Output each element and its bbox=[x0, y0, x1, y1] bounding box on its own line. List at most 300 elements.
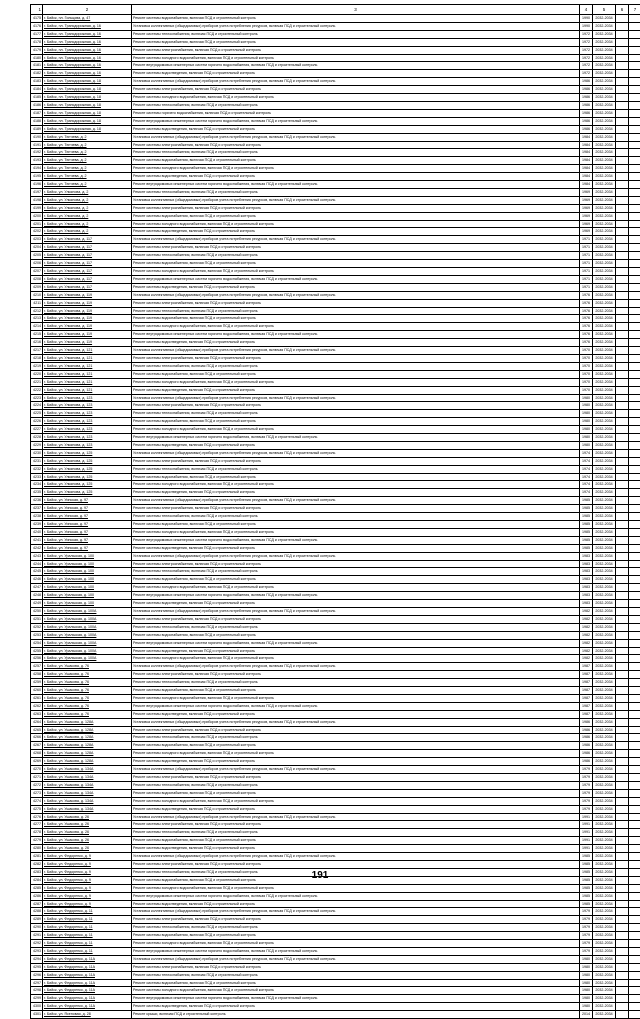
row-year: 1990 bbox=[580, 15, 593, 23]
row-col-6 bbox=[616, 797, 629, 805]
table-row bbox=[31, 552, 640, 560]
row-period: 2032-2034 bbox=[593, 600, 616, 608]
row-number: 4288 bbox=[31, 908, 43, 916]
row-number: 4286 bbox=[31, 892, 43, 900]
row-number: 4280 bbox=[31, 845, 43, 853]
row-work-type: Ремонт системы водоснабжения, включая ПСД и строительный контроль bbox=[132, 157, 580, 165]
row-address: г. Бийск, ул. Тютчева, д. 2 bbox=[43, 149, 132, 157]
row-work-type: Ремонт системы холодного водоснабжения, включая ПСД и строительный контроль bbox=[132, 884, 580, 892]
row-col-7 bbox=[629, 766, 640, 774]
header-col-5: 5 bbox=[593, 5, 616, 15]
table-row bbox=[31, 663, 640, 671]
row-col-6 bbox=[616, 1011, 629, 1019]
row-col-6 bbox=[616, 774, 629, 782]
row-number: 4211 bbox=[31, 299, 43, 307]
row-col-7 bbox=[629, 552, 640, 560]
row-period: 2032-2034 bbox=[593, 22, 616, 30]
row-col-6 bbox=[616, 916, 629, 924]
row-number: 4178 bbox=[31, 38, 43, 46]
row-year: 1986 bbox=[580, 750, 593, 758]
row-col-7 bbox=[629, 260, 640, 268]
row-col-6 bbox=[616, 860, 629, 868]
row-period: 2032-2034 bbox=[593, 829, 616, 837]
row-year: 1982 bbox=[580, 623, 593, 631]
row-number: 4213 bbox=[31, 315, 43, 323]
row-col-6 bbox=[616, 924, 629, 932]
row-period: 2032-2034 bbox=[593, 125, 616, 133]
row-period: 2032-2034 bbox=[593, 1011, 616, 1019]
row-col-7 bbox=[629, 544, 640, 552]
row-col-7 bbox=[629, 631, 640, 639]
row-number: 4195 bbox=[31, 173, 43, 181]
table-row bbox=[31, 426, 640, 434]
row-period: 2032-2034 bbox=[593, 117, 616, 125]
row-period: 2032-2034 bbox=[593, 694, 616, 702]
row-col-6 bbox=[616, 473, 629, 481]
row-number: 4240 bbox=[31, 528, 43, 536]
row-col-7 bbox=[629, 94, 640, 102]
row-address: г. Бийск, ул. Ульянова, д. 123 bbox=[43, 410, 132, 418]
row-work-type: Ремонт системы теплоснабжения, включая ПСД и строительный контроль bbox=[132, 252, 580, 260]
row-work-type: Ремонт системы электроснабжения, включая ПСД и строительный контроль bbox=[132, 916, 580, 924]
row-year: 1976 bbox=[580, 307, 593, 315]
table-row bbox=[31, 331, 640, 339]
row-period: 2032-2034 bbox=[593, 465, 616, 473]
row-year: 1969 bbox=[580, 204, 593, 212]
table-row bbox=[31, 173, 640, 181]
table-row bbox=[31, 275, 640, 283]
row-year: 1970 bbox=[580, 362, 593, 370]
row-work-type: Ремонт системы водоотведения, включая ПСД и строительный контроль bbox=[132, 125, 580, 133]
row-work-type: Ремонт системы холодного водоснабжения, включая ПСД и строительный контроль bbox=[132, 165, 580, 173]
row-col-7 bbox=[629, 426, 640, 434]
row-year: 1980 bbox=[580, 410, 593, 418]
row-work-type: Установка коллективных (общедомовых) приборов учета потребления ресурсов, включая ПСД и строительный контроль bbox=[132, 22, 580, 30]
row-number: 4251 bbox=[31, 615, 43, 623]
row-period: 2032-2034 bbox=[593, 165, 616, 173]
row-period: 2032-2034 bbox=[593, 742, 616, 750]
row-col-6 bbox=[616, 900, 629, 908]
row-col-6 bbox=[616, 568, 629, 576]
row-work-type: Ремонт системы холодного водоснабжения, включая ПСД и строительный контроль bbox=[132, 987, 580, 995]
row-col-7 bbox=[629, 283, 640, 291]
row-col-6 bbox=[616, 236, 629, 244]
row-col-7 bbox=[629, 489, 640, 497]
row-year: 2014 bbox=[580, 1011, 593, 1019]
row-work-type: Ремонт системы водоотведения, включая ПСД и строительный контроль bbox=[132, 900, 580, 908]
table-row bbox=[31, 837, 640, 845]
row-address: г. Бийск, ул. Ульянова, д. 117 bbox=[43, 236, 132, 244]
row-period: 2032-2034 bbox=[593, 394, 616, 402]
table-row bbox=[31, 805, 640, 813]
row-col-6 bbox=[616, 299, 629, 307]
row-address: г. Бийск, ул. Ульянова, д. 119 bbox=[43, 339, 132, 347]
row-col-7 bbox=[629, 639, 640, 647]
row-year: 1987 bbox=[580, 710, 593, 718]
row-col-6 bbox=[616, 853, 629, 861]
row-col-6 bbox=[616, 339, 629, 347]
row-col-6 bbox=[616, 940, 629, 948]
table-row bbox=[31, 639, 640, 647]
row-year: 1982 bbox=[580, 655, 593, 663]
row-number: 4267 bbox=[31, 742, 43, 750]
row-work-type: Ремонт системы электроснабжения, включая ПСД и строительный контроль bbox=[132, 204, 580, 212]
row-year: 1980 bbox=[580, 955, 593, 963]
row-number: 4259 bbox=[31, 679, 43, 687]
row-col-6 bbox=[616, 584, 629, 592]
table-row bbox=[31, 62, 640, 70]
row-col-6 bbox=[616, 457, 629, 465]
table-row bbox=[31, 196, 640, 204]
row-col-7 bbox=[629, 521, 640, 529]
row-address: г. Бийск, ул. Федоренко, д. 11 bbox=[43, 916, 132, 924]
row-period: 2032-2034 bbox=[593, 228, 616, 236]
row-col-6 bbox=[616, 497, 629, 505]
row-year: 1985 bbox=[580, 521, 593, 529]
row-address: г. Бийск, ул. Ульянова, д. 125 bbox=[43, 473, 132, 481]
row-number: 4290 bbox=[31, 924, 43, 932]
row-period: 2032-2034 bbox=[593, 410, 616, 418]
row-address: г. Бийск, ул. Ушакова, д. 134А bbox=[43, 789, 132, 797]
row-col-6 bbox=[616, 805, 629, 813]
row-period: 2032-2034 bbox=[593, 426, 616, 434]
row-col-7 bbox=[629, 600, 640, 608]
row-period: 2032-2034 bbox=[593, 339, 616, 347]
row-col-7 bbox=[629, 947, 640, 955]
table-row bbox=[31, 117, 640, 125]
row-col-7 bbox=[629, 900, 640, 908]
row-number: 4194 bbox=[31, 165, 43, 173]
row-period: 2032-2034 bbox=[593, 995, 616, 1003]
row-number: 4300 bbox=[31, 1003, 43, 1011]
row-year: 1979 bbox=[580, 940, 593, 948]
row-address: г. Бийск, ул. Федоренко, д. 11А bbox=[43, 971, 132, 979]
row-col-6 bbox=[616, 821, 629, 829]
row-address: г. Бийск, ул. Ульянова, д. 123 bbox=[43, 394, 132, 402]
table-row bbox=[31, 655, 640, 663]
row-year: 1990 bbox=[580, 22, 593, 30]
row-work-type: Ремонт системы холодного водоснабжения, включая ПСД и строительный контроль bbox=[132, 378, 580, 386]
row-col-7 bbox=[629, 932, 640, 940]
row-work-type: Ремонт системы холодного водоснабжения, включая ПСД и строительный контроль bbox=[132, 426, 580, 434]
table-row bbox=[31, 821, 640, 829]
row-col-7 bbox=[629, 117, 640, 125]
row-address: г. Бийск, ул. Тютчева, д. 2 bbox=[43, 173, 132, 181]
row-period: 2032-2034 bbox=[593, 592, 616, 600]
row-col-6 bbox=[616, 38, 629, 46]
row-number: 4301 bbox=[31, 1011, 43, 1019]
row-year: 1974 bbox=[580, 489, 593, 497]
row-year: 1980 bbox=[580, 434, 593, 442]
row-col-6 bbox=[616, 426, 629, 434]
row-work-type: Ремонт внутридомовых инженерных систем горячего водоснабжения, включая ПСД и строительный контроль bbox=[132, 995, 580, 1003]
row-col-7 bbox=[629, 955, 640, 963]
row-col-7 bbox=[629, 813, 640, 821]
row-year: 1976 bbox=[580, 331, 593, 339]
row-col-6 bbox=[616, 323, 629, 331]
row-year: 1986 bbox=[580, 758, 593, 766]
row-number: 4262 bbox=[31, 702, 43, 710]
row-number: 4193 bbox=[31, 157, 43, 165]
row-col-7 bbox=[629, 940, 640, 948]
table-row bbox=[31, 560, 640, 568]
row-col-6 bbox=[616, 505, 629, 513]
row-col-7 bbox=[629, 568, 640, 576]
table-row bbox=[31, 94, 640, 102]
row-number: 4255 bbox=[31, 647, 43, 655]
row-work-type: Ремонт системы водоотведения, включая ПСД и строительный контроль bbox=[132, 339, 580, 347]
row-period: 2032-2034 bbox=[593, 441, 616, 449]
row-year: 1972 bbox=[580, 46, 593, 54]
row-work-type: Ремонт системы электроснабжения, включая ПСД и строительный контроль bbox=[132, 299, 580, 307]
row-period: 2032-2034 bbox=[593, 987, 616, 995]
row-number: 4265 bbox=[31, 726, 43, 734]
row-work-type: Ремонт системы электроснабжения, включая ПСД и строительный контроль bbox=[132, 821, 580, 829]
row-col-6 bbox=[616, 963, 629, 971]
row-address: г. Бийск, ул. Уральская, д. 100 bbox=[43, 600, 132, 608]
row-work-type: Ремонт системы теплоснабжения, включая ПСД и строительный контроль bbox=[132, 513, 580, 521]
row-col-7 bbox=[629, 908, 640, 916]
row-year: 1979 bbox=[580, 781, 593, 789]
row-year: 1980 bbox=[580, 995, 593, 1003]
row-year: 1980 bbox=[580, 971, 593, 979]
row-year: 1982 bbox=[580, 615, 593, 623]
row-number: 4230 bbox=[31, 449, 43, 457]
row-col-6 bbox=[616, 22, 629, 30]
row-col-7 bbox=[629, 354, 640, 362]
row-address: г. Бийск, ул. Федоренко, д. 11А bbox=[43, 995, 132, 1003]
row-col-7 bbox=[629, 853, 640, 861]
row-year: 1971 bbox=[580, 268, 593, 276]
row-work-type: Ремонт системы теплоснабжения, включая ПСД и строительный контроль bbox=[132, 868, 580, 876]
row-number: 4201 bbox=[31, 220, 43, 228]
row-address: г. Бийск, ул. Уральская, д. 100А bbox=[43, 639, 132, 647]
row-col-6 bbox=[616, 623, 629, 631]
row-col-6 bbox=[616, 260, 629, 268]
table-row bbox=[31, 252, 640, 260]
row-work-type: Ремонт системы теплоснабжения, включая ПСД и строительный контроль bbox=[132, 188, 580, 196]
table-row bbox=[31, 78, 640, 86]
row-number: 4256 bbox=[31, 655, 43, 663]
table-row bbox=[31, 449, 640, 457]
table-row bbox=[31, 109, 640, 117]
table-row bbox=[31, 54, 640, 62]
row-work-type: Ремонт системы теплоснабжения, включая ПСД и строительный контроль bbox=[132, 734, 580, 742]
document-sheet bbox=[30, 4, 610, 1019]
row-col-7 bbox=[629, 781, 640, 789]
row-year: 1984 bbox=[580, 165, 593, 173]
table-row bbox=[31, 157, 640, 165]
row-col-7 bbox=[629, 220, 640, 228]
row-number: 4248 bbox=[31, 592, 43, 600]
row-col-7 bbox=[629, 971, 640, 979]
row-col-6 bbox=[616, 54, 629, 62]
row-col-6 bbox=[616, 347, 629, 355]
table-row bbox=[31, 528, 640, 536]
row-work-type: Ремонт системы водоотведения, включая ПСД и строительный контроль bbox=[132, 1003, 580, 1011]
row-col-7 bbox=[629, 758, 640, 766]
row-col-7 bbox=[629, 212, 640, 220]
row-col-7 bbox=[629, 370, 640, 378]
row-work-type: Ремонт системы электроснабжения, включая ПСД и строительный контроль bbox=[132, 354, 580, 362]
row-work-type: Ремонт системы водоотведения, включая ПСД и строительный контроль bbox=[132, 283, 580, 291]
row-col-7 bbox=[629, 481, 640, 489]
row-number: 4276 bbox=[31, 813, 43, 821]
row-year: 1983 bbox=[580, 592, 593, 600]
row-col-6 bbox=[616, 615, 629, 623]
row-address: г. Бийск, ул. Ушакова, д. 76 bbox=[43, 671, 132, 679]
row-col-6 bbox=[616, 1003, 629, 1011]
row-period: 2032-2034 bbox=[593, 497, 616, 505]
row-col-7 bbox=[629, 774, 640, 782]
table-row bbox=[31, 679, 640, 687]
row-work-type: Ремонт системы теплоснабжения, включая ПСД и строительный контроль bbox=[132, 465, 580, 473]
row-year: 1982 bbox=[580, 631, 593, 639]
row-number: 4277 bbox=[31, 821, 43, 829]
row-col-7 bbox=[629, 884, 640, 892]
row-work-type: Установка коллективных (общедомовых) приборов учета потребления ресурсов, включая ПСД и строительный контроль bbox=[132, 291, 580, 299]
table-row bbox=[31, 813, 640, 821]
row-col-7 bbox=[629, 734, 640, 742]
row-col-7 bbox=[629, 663, 640, 671]
row-col-6 bbox=[616, 845, 629, 853]
row-col-6 bbox=[616, 971, 629, 979]
row-period: 2032-2034 bbox=[593, 774, 616, 782]
row-year: 1984 bbox=[580, 181, 593, 189]
row-year: 1980 bbox=[580, 426, 593, 434]
row-col-6 bbox=[616, 228, 629, 236]
row-year: 1985 bbox=[580, 528, 593, 536]
row-work-type: Ремонт системы водоснабжения, включая ПСД и строительный контроль bbox=[132, 212, 580, 220]
row-year: 1970 bbox=[580, 354, 593, 362]
row-col-6 bbox=[616, 378, 629, 386]
row-number: 4208 bbox=[31, 275, 43, 283]
row-col-7 bbox=[629, 157, 640, 165]
row-year: 1986 bbox=[580, 742, 593, 750]
row-period: 2032-2034 bbox=[593, 568, 616, 576]
row-col-6 bbox=[616, 188, 629, 196]
row-address: г. Бийск, ул. Федоренко, д. 9 bbox=[43, 900, 132, 908]
row-year: 1983 bbox=[580, 552, 593, 560]
row-number: 4184 bbox=[31, 86, 43, 94]
row-period: 2032-2034 bbox=[593, 402, 616, 410]
table-row bbox=[31, 797, 640, 805]
row-col-7 bbox=[629, 78, 640, 86]
row-address: г. Бийск, пл. Трансдорожная, д. 16 bbox=[43, 30, 132, 38]
table-row bbox=[31, 940, 640, 948]
table-row bbox=[31, 30, 640, 38]
row-address: г. Бийск, ул. Федоренко, д. 11 bbox=[43, 932, 132, 940]
row-address: г. Бийск, ул. Ульянова, д. 123 bbox=[43, 418, 132, 426]
row-work-type: Ремонт системы теплоснабжения, включая ПСД и строительный контроль bbox=[132, 149, 580, 157]
table-row bbox=[31, 22, 640, 30]
row-number: 4268 bbox=[31, 750, 43, 758]
row-number: 4215 bbox=[31, 331, 43, 339]
row-work-type: Ремонт системы водоотведения, включая ПСД и строительный контроль bbox=[132, 758, 580, 766]
row-period: 2032-2034 bbox=[593, 932, 616, 940]
row-number: 4241 bbox=[31, 536, 43, 544]
row-number: 4238 bbox=[31, 513, 43, 521]
row-period: 2032-2034 bbox=[593, 702, 616, 710]
row-col-7 bbox=[629, 687, 640, 695]
row-col-7 bbox=[629, 837, 640, 845]
table-row bbox=[31, 584, 640, 592]
table-row bbox=[31, 742, 640, 750]
row-number: 4242 bbox=[31, 544, 43, 552]
row-col-6 bbox=[616, 758, 629, 766]
table-row bbox=[31, 497, 640, 505]
row-address: г. Бийск, ул. Уинская, д. 97 bbox=[43, 521, 132, 529]
row-period: 2032-2034 bbox=[593, 734, 616, 742]
row-col-6 bbox=[616, 441, 629, 449]
row-year: 1970 bbox=[580, 378, 593, 386]
row-number: 4243 bbox=[31, 552, 43, 560]
header-col-6: 6 bbox=[616, 5, 629, 15]
row-period: 2032-2034 bbox=[593, 544, 616, 552]
row-year: 1974 bbox=[580, 449, 593, 457]
row-year: 1985 bbox=[580, 900, 593, 908]
row-address: г. Бийск, ул. Ушакова, д. 76 bbox=[43, 663, 132, 671]
row-number: 4252 bbox=[31, 623, 43, 631]
row-work-type: Ремонт системы теплоснабжения, включая ПСД и строительный контроль bbox=[132, 362, 580, 370]
row-work-type: Установка коллективных (общедомовых) приборов учета потребления ресурсов, включая ПСД и строительный контроль bbox=[132, 347, 580, 355]
table-row bbox=[31, 362, 640, 370]
row-address: г. Бийск, ул. Федоренко, д. 9 bbox=[43, 892, 132, 900]
row-work-type: Ремонт системы теплоснабжения, включая ПСД и строительный контроль bbox=[132, 307, 580, 315]
row-work-type: Ремонт системы электроснабжения, включая ПСД и строительный контроль bbox=[132, 774, 580, 782]
row-col-6 bbox=[616, 196, 629, 204]
row-year: 1986 bbox=[580, 86, 593, 94]
row-address: г. Бийск, ул. Ульянова, д. 125 bbox=[43, 457, 132, 465]
row-work-type: Ремонт крыши, включая ПСД и строительный контроль bbox=[132, 1011, 580, 1019]
row-address: г. Бийск, ул. Ульянова, д. 2 bbox=[43, 212, 132, 220]
row-year: 1985 bbox=[580, 497, 593, 505]
table-row bbox=[31, 568, 640, 576]
row-col-6 bbox=[616, 521, 629, 529]
table-row bbox=[31, 710, 640, 718]
header-col-1: 1 bbox=[31, 5, 43, 15]
table-row bbox=[31, 766, 640, 774]
row-col-7 bbox=[629, 892, 640, 900]
row-address: г. Бийск, ул. Ульянова, д. 125 bbox=[43, 489, 132, 497]
row-col-6 bbox=[616, 220, 629, 228]
row-period: 2032-2034 bbox=[593, 607, 616, 615]
row-period: 2032-2034 bbox=[593, 623, 616, 631]
row-work-type: Ремонт системы электроснабжения, включая ПСД и строительный контроль bbox=[132, 615, 580, 623]
row-col-6 bbox=[616, 181, 629, 189]
table-row bbox=[31, 758, 640, 766]
row-address: г. Бийск, ул. Уинская, д. 97 bbox=[43, 513, 132, 521]
row-number: 4254 bbox=[31, 639, 43, 647]
row-col-6 bbox=[616, 141, 629, 149]
table-row bbox=[31, 750, 640, 758]
row-col-7 bbox=[629, 38, 640, 46]
row-number: 4196 bbox=[31, 181, 43, 189]
row-period: 2032-2034 bbox=[593, 236, 616, 244]
row-col-7 bbox=[629, 252, 640, 260]
row-period: 2032-2034 bbox=[593, 505, 616, 513]
row-year: 1969 bbox=[580, 196, 593, 204]
table-row bbox=[31, 845, 640, 853]
row-work-type: Ремонт системы водоснабжения, включая ПСД и строительный контроль bbox=[132, 370, 580, 378]
row-number: 4188 bbox=[31, 117, 43, 125]
row-col-6 bbox=[616, 552, 629, 560]
table-row bbox=[31, 70, 640, 78]
row-year: 1980 bbox=[580, 1003, 593, 1011]
row-col-7 bbox=[629, 15, 640, 23]
row-year: 1986 bbox=[580, 109, 593, 117]
row-col-6 bbox=[616, 125, 629, 133]
